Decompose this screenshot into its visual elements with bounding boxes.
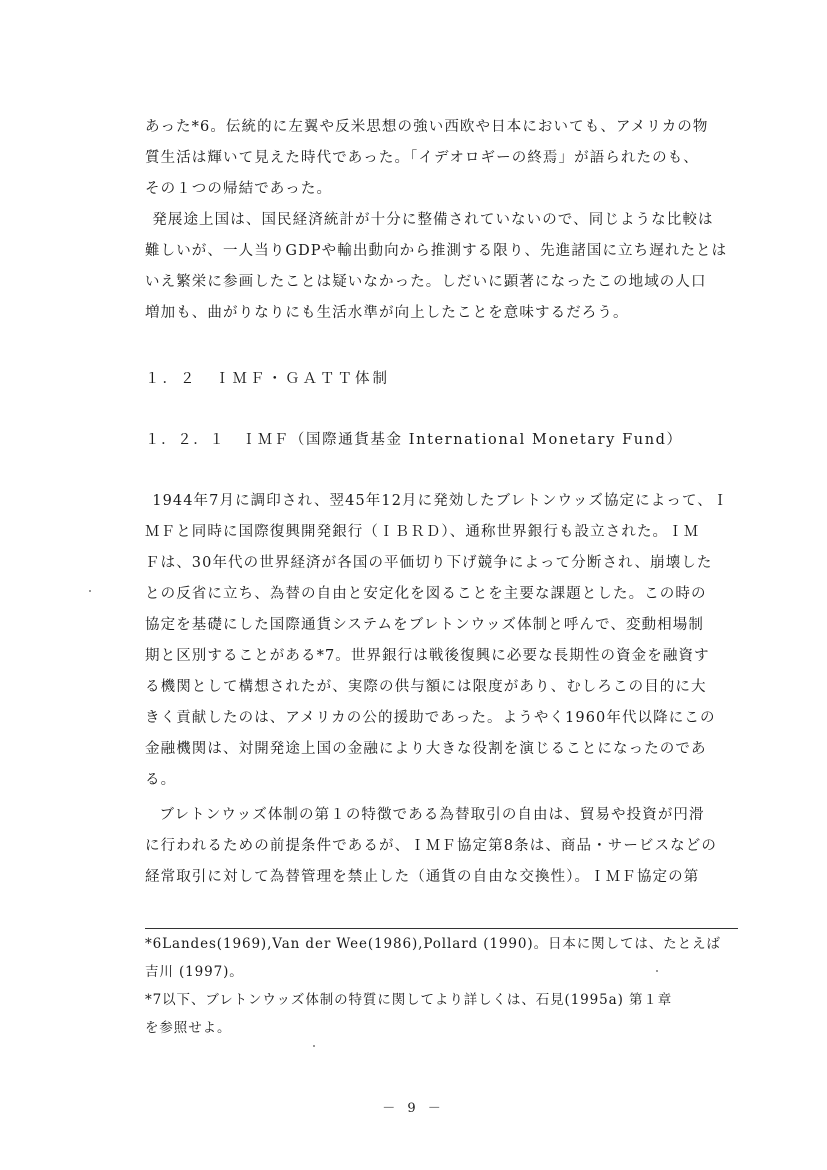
footnote-rule	[145, 928, 738, 929]
text-line: 質生活は輝いて見えた時代であった。「イデオロギーの終焉」が語られたのも、	[145, 150, 699, 166]
paragraph-imf	[145, 486, 745, 796]
text-line: る。	[145, 772, 177, 788]
text-line: ブレトンウッズ体制の第１の特徴である為替取引の自由は、貿易や投資が円滑	[159, 807, 705, 823]
text-line: との反省に立ち、為替の自由と安定化を図ることを主要な課題とした。この時の	[145, 586, 707, 602]
footnote-line: を参照せよ。	[145, 1020, 232, 1036]
text-line: 難しいが、一人当りGDPや輸出動向から推測する限り、先進諸国に立ち遅れたとは	[145, 243, 728, 259]
scan-speck	[89, 590, 91, 592]
text-line: きく貢献したのは、アメリカの公的援助であった。ようやく1960年代以降にこの	[145, 710, 716, 726]
text-line: あった*6。伝統的に左翼や反米思想の強い西欧や日本においても、アメリカの物	[145, 119, 709, 135]
text-line: 1944年7月に調印され、翌45年12月に発効したブレトンウッズ協定によって、Ｉ	[152, 493, 729, 509]
paragraph-bretton-woods	[145, 800, 745, 893]
scan-speck	[656, 970, 658, 972]
text-line: いえ繁栄に参画したことは疑いなかった。しだいに顕著になったこの地域の人口	[145, 274, 707, 290]
text-line: その１つの帰結であった。	[145, 181, 333, 197]
text-line: に行われるための前提条件であるが、ＩＭＦ協定第8条は、商品・サービスなどの	[145, 838, 717, 854]
footnote-line: 吉川 (1997)。	[145, 964, 244, 980]
subsection-heading: １．２．１ ＩＭＦ（国際通貨基金 International Monetary Fund）	[145, 432, 683, 448]
text-line: 期と区別することがある*7。世界銀行は戦後復興に必要な長期性の資金を融資す	[145, 648, 710, 664]
section-heading: １．２ ＩＭＦ・ＧＡＴＴ体制	[145, 371, 390, 387]
text-line: ＭＦと同時に国際復興開発銀行（ＩＢＲＤ）、通称世界銀行も設立された。ＩＭ	[145, 524, 700, 540]
page-number: － 9 －	[382, 1101, 445, 1116]
paragraph-continuation	[145, 112, 745, 205]
scan-speck	[313, 1045, 315, 1047]
text-line: 発展途上国は、国民経済統計が十分に整備されていないので、同じような比較は	[152, 212, 714, 228]
text-line: 経常取引に対して為替管理を禁止した（通貨の自由な交換性）。ＩＭＦ協定の第	[145, 869, 700, 885]
text-line: る機関として構想されたが、実際の供与額には限度があり、むしろこの目的に大	[145, 679, 707, 695]
footnote-line: *6Landes(1969),Van der Wee(1986),Pollard (1990)。日本に関しては、たとえば	[145, 936, 721, 952]
text-line: 協定を基礎にした国際通貨システムをブレトンウッズ体制と呼んで、変動相場制	[145, 617, 704, 633]
footnote-line: *7以下、ブレトンウッズ体制の特質に関してより詳しくは、石見(1995a) 第１章	[145, 992, 673, 1008]
text-line: Ｆは、30年代の世界経済が各国の平価切り下げ競争によって分断され、崩壊した	[145, 555, 713, 571]
footnotes	[145, 930, 745, 1042]
text-line: 金融機関は、対開発途上国の金融により大きな役割を演じることになったのであ	[145, 741, 707, 757]
text-line: 増加も、曲がりなりにも生活水準が向上したことを意味するだろう。	[145, 305, 629, 321]
paragraph-developing-countries	[145, 205, 745, 329]
